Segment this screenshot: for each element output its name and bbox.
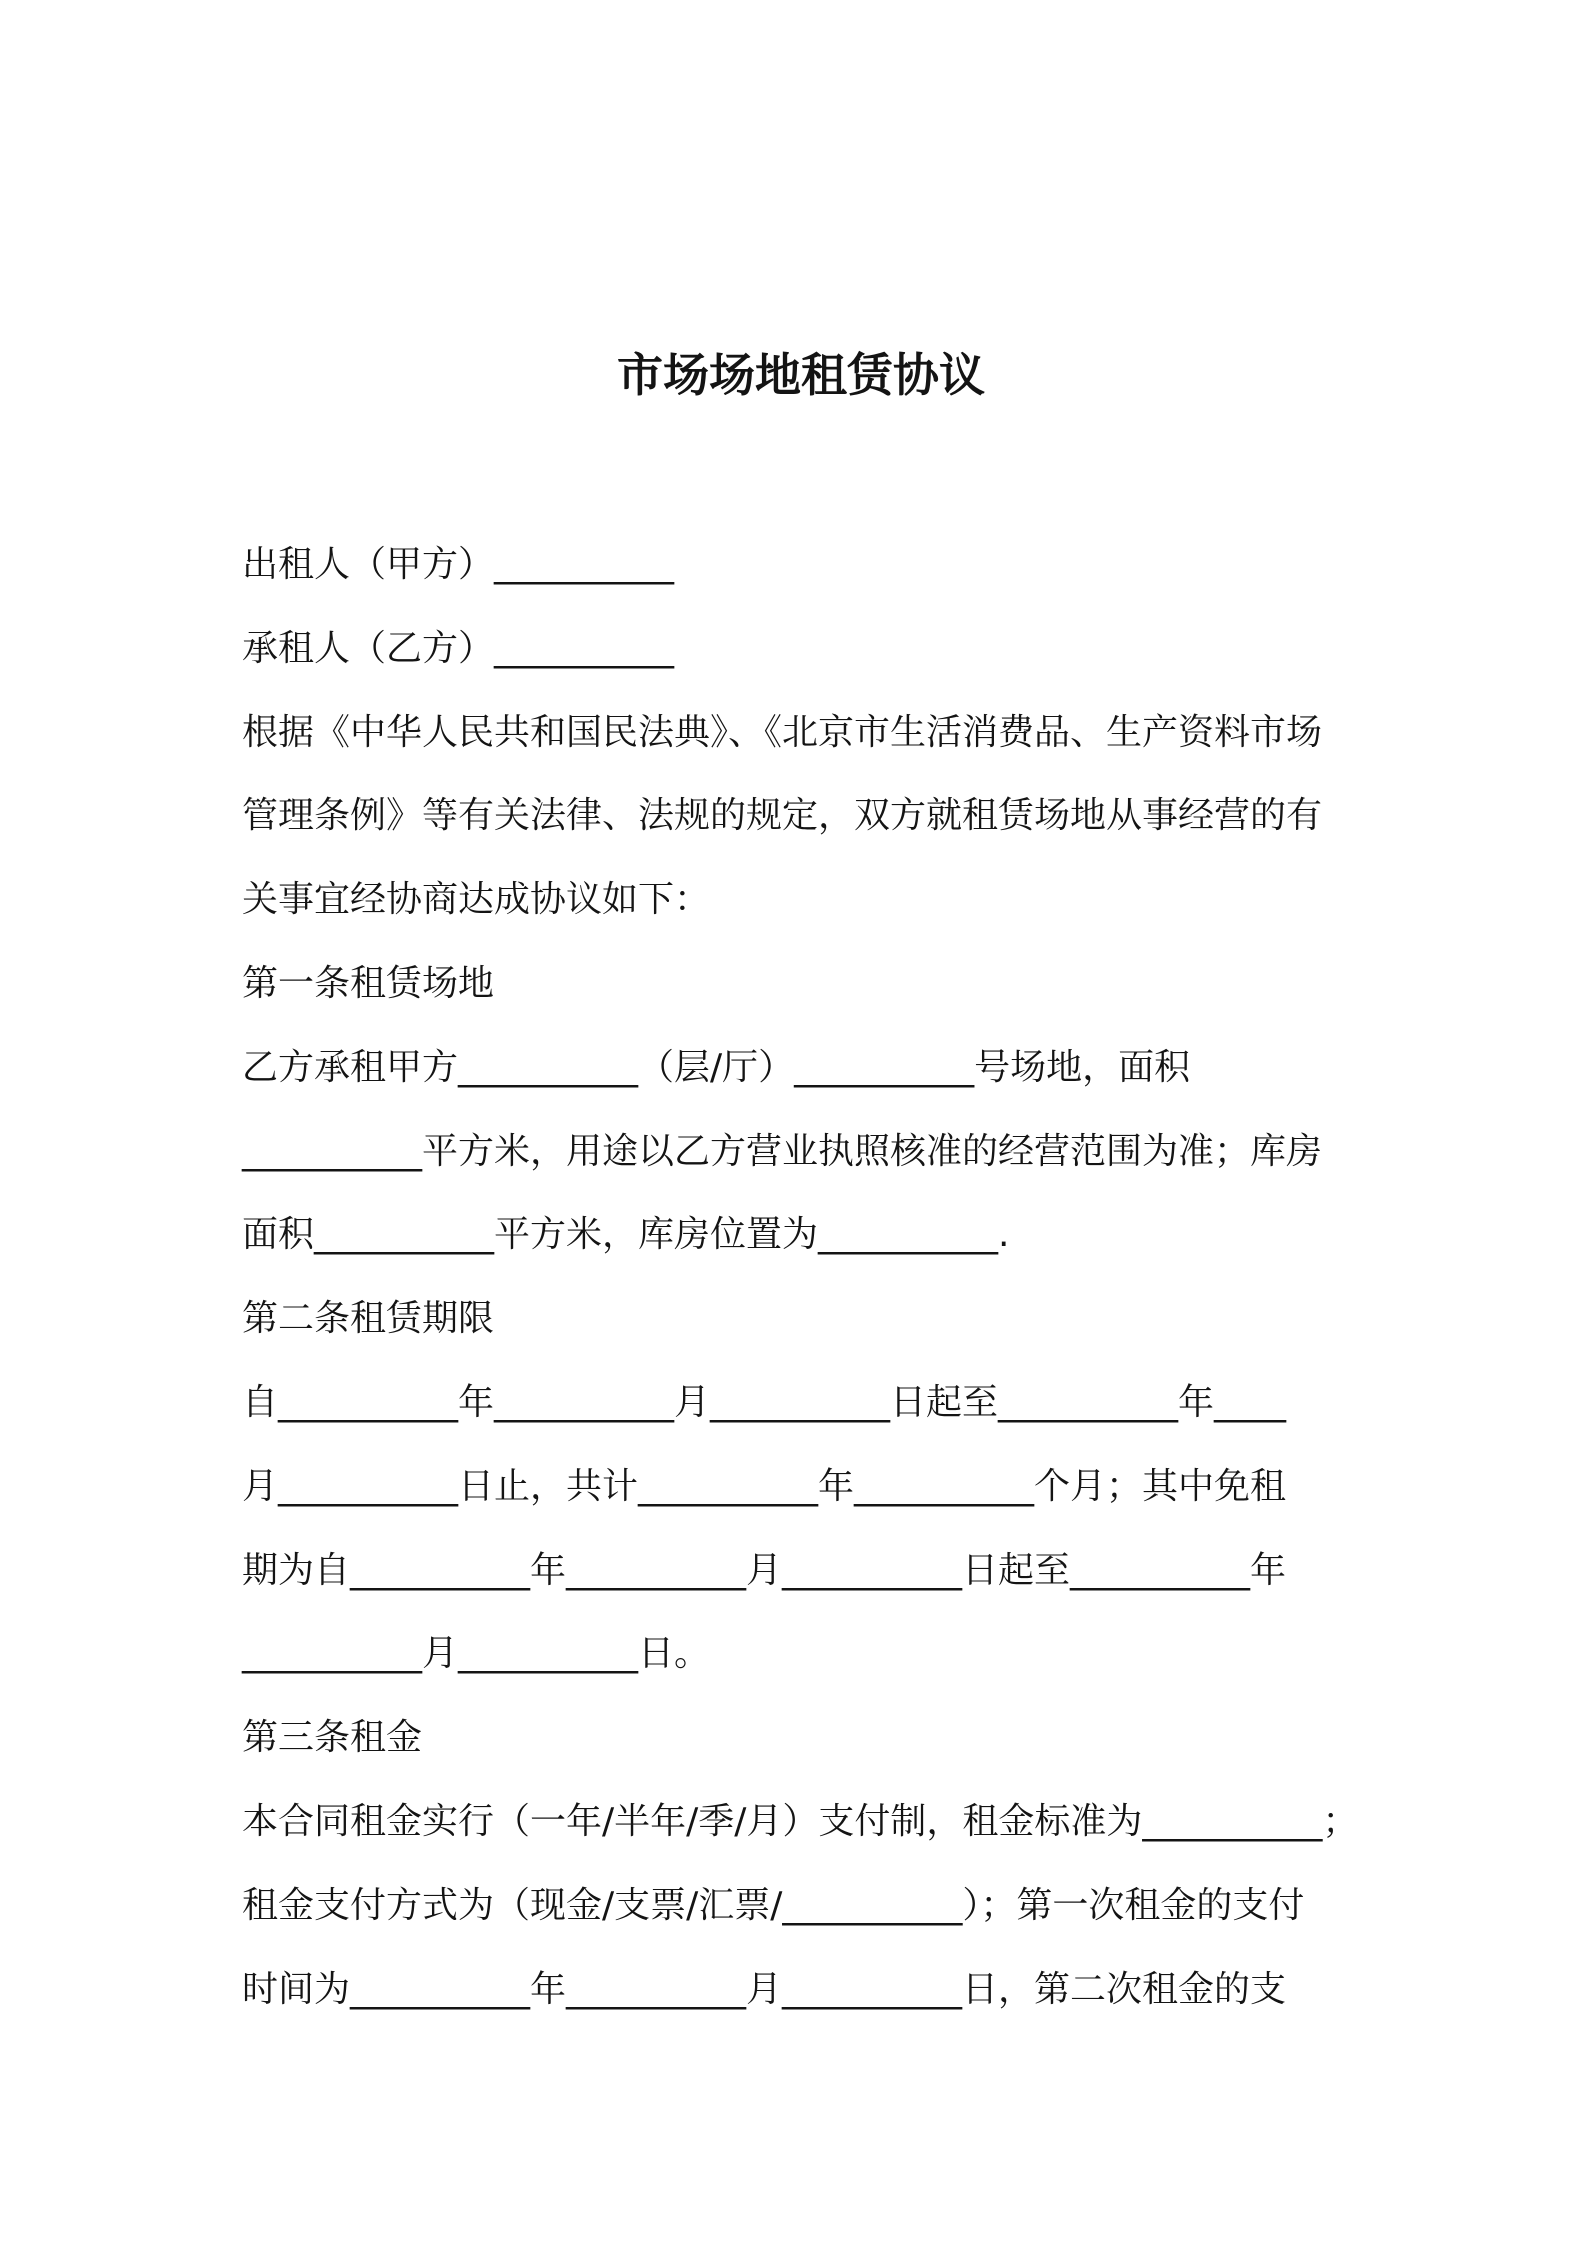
lessor-line: 出租人（甲方）__________ (242, 544, 675, 585)
article-line: 乙方承租甲方__________（层/厅）__________号场地，面积 (242, 1046, 1191, 1088)
document-body (242, 523, 1542, 2031)
document-title: 市场场地租赁协议 (617, 348, 985, 402)
lessee-line: 承租人（乙方）__________ (242, 627, 675, 669)
article-heading: 第二条租赁期限 (242, 1298, 495, 1340)
article-line: 面积__________平方米，库房位置为__________. (242, 1214, 1010, 1256)
article-1 (242, 942, 1542, 1277)
article-line: 月__________日止，共计__________年__________个月；其中免租 (242, 1465, 1287, 1507)
preamble-line: 管理条例》等有关法律、法规的规定，双方就租赁场地从事经营的有 (242, 795, 1323, 837)
article-line: __________月__________日。 (242, 1633, 711, 1675)
preamble-line: 根据《中华人民共和国民法典》、《北京市生活消费品、生产资料市场 (242, 711, 1323, 753)
article-line: __________平方米，用途以乙方营业执照核准的经营范围为准；库房 (242, 1130, 1323, 1172)
article-line: 期为自__________年__________月__________日起至__________年 (242, 1549, 1287, 1591)
article-heading: 第一条租赁场地 (242, 962, 495, 1004)
article-line: 本合同租金实行（一年/半年/季/月）支付制，租金标准为__________； (242, 1800, 1359, 1842)
article-3 (242, 1696, 1542, 2031)
parties-section (242, 523, 1542, 691)
article-line: 时间为__________年__________月__________日，第二次租金的支 (242, 1968, 1287, 2010)
article-heading: 第三条租金 (242, 1717, 423, 1759)
preamble-section (242, 691, 1542, 942)
article-line: 租金支付方式为（现金/支票/汇票/__________）；第一次租金的支付 (242, 1884, 1305, 1926)
article-2 (242, 1277, 1542, 1696)
article-line: 自__________年__________月__________日起至__________年____ (242, 1381, 1287, 1423)
preamble-line: 关事宜经协商达成协议如下： (242, 879, 711, 921)
